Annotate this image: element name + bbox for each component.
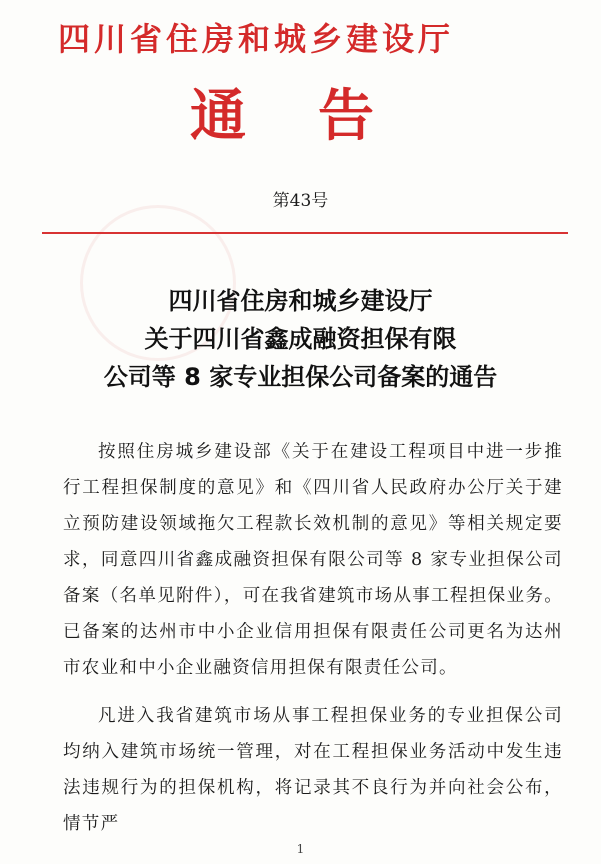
title-line: 四川省住房和城乡建设厅 <box>168 287 433 315</box>
title-line: 关于四川省鑫成融资担保有限 <box>144 325 457 353</box>
red-divider-line <box>42 232 568 234</box>
document-type-heading: 通告 <box>190 84 446 149</box>
notice-body <box>63 434 563 854</box>
page-number: 1 <box>296 842 305 856</box>
notice-title <box>0 282 601 396</box>
title-line: 公司等 8 家专业担保公司备案的通告 <box>103 363 498 391</box>
body-paragraph: 按照住房城乡建设部《关于在建设工程项目中进一步推行工程担保制度的意见》和《四川省人民政府办公厅关于建立预防建设领域拖欠工程款长效机制的意见》等相关规定要求，同意四川省鑫成融资担保有限公司等 8 家专业担保公司备案（名单见附件），可在我省建筑市场从事工程担保业务。已备案的达州市中小企业信用担保有限责任公司更名为达州市农业和中小企业融资信用担保有限责任公司。 <box>63 442 563 678</box>
issuer-header: 四川省住房和城乡建设厅 <box>58 20 455 58</box>
document-number: 第43号 <box>272 191 329 211</box>
body-paragraph: 凡进入我省建筑市场从事工程担保业务的专业担保公司均纳入建筑市场统一管理，对在工程担保业务活动中发生违法违规行为的担保机构，将记录其不良行为并向社会公布，情节严 <box>63 706 563 834</box>
